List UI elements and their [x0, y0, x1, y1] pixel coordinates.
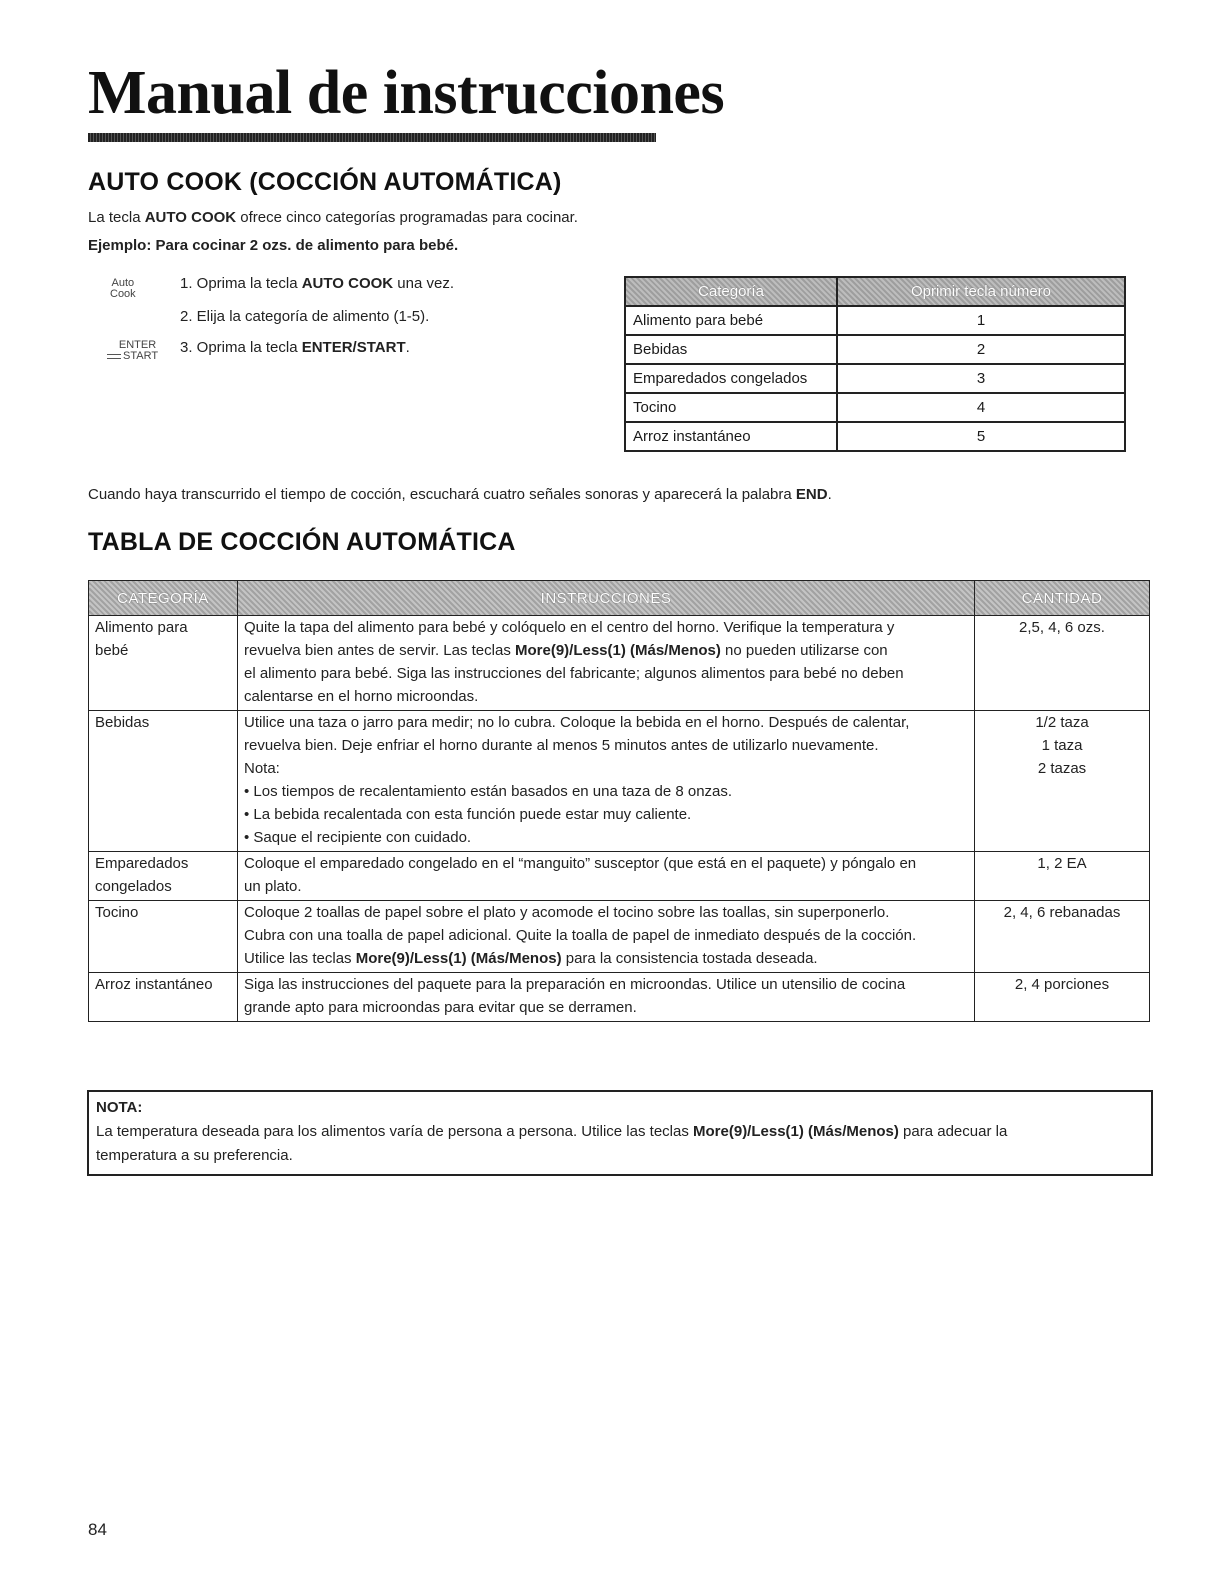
quantity-cell: [975, 973, 1150, 1022]
category-cell-line: congelados: [95, 878, 172, 895]
category-cell: [89, 616, 238, 711]
section-heading-auto-cook: AUTO COOK (COCCIÓN AUTOMÁTICA): [88, 168, 562, 196]
category-cell: Arroz instantáneo: [625, 422, 837, 451]
table-row: [89, 711, 1150, 852]
category-cell-line: Bebidas: [95, 714, 150, 731]
instructions-cell-line: Quite la tapa del alimento para bebé y colóquelo en el centro del horno. Verifique la temperatura y: [244, 619, 895, 636]
table-row: [625, 306, 1125, 335]
category-cell: Tocino: [625, 393, 837, 422]
nota-box: [87, 1090, 1153, 1176]
instructions-cell-line: • Saque el recipiente con cuidado.: [244, 829, 472, 846]
quantity-cell-line: 1, 2 EA: [1037, 855, 1087, 872]
number-cell: 4: [837, 393, 1125, 422]
category-cell: [89, 852, 238, 901]
page-title: Manual de instrucciones: [88, 59, 725, 127]
category-cell: [89, 901, 238, 973]
number-cell: 5: [837, 422, 1125, 451]
instructions-cell-line: grande apto para microondas para evitar que se derramen.: [244, 999, 637, 1016]
instructions-cell: [238, 711, 975, 852]
instructions-cell-line: Utilice una taza o jarro para medir; no lo cubra. Coloque la bebida en el horno. Después de calentar,: [244, 714, 910, 731]
title-rule: [88, 133, 656, 142]
quantity-cell-line: 2, 4 porciones: [1014, 976, 1110, 993]
table-row: [625, 364, 1125, 393]
instructions-cell-line: revuelva bien antes de servir. Las teclas More(9)/Less(1) (Más/Menos) no pueden utilizarse con: [244, 642, 888, 659]
instructions-cell-line: Coloque 2 toallas de papel sobre el plato y acomode el tocino sobre las toallas, sin superponerlo.: [244, 904, 890, 921]
instructions-cell: [238, 616, 975, 711]
header-categoria: CATEGORÍA: [89, 581, 238, 616]
end-note: Cuando haya transcurrido el tiempo de cocción, escuchará cuatro señales sonoras y aparecerá la palabra END.: [88, 486, 832, 503]
number-cell: 1: [837, 306, 1125, 335]
instructions-cell-line: Nota:: [244, 760, 280, 777]
section-heading-tabla: TABLA DE COCCIÓN AUTOMÁTICA: [88, 528, 516, 556]
table-row: [89, 852, 1150, 901]
step-3: 3. Oprima la tecla ENTER/START.: [180, 339, 410, 356]
nota-title: NOTA:: [96, 1099, 143, 1116]
category-cell: [89, 973, 238, 1022]
nota-line-2: temperatura a su preferencia.: [96, 1147, 293, 1164]
auto-cook-table-body: [89, 616, 1150, 1022]
enter-start-key-icon: ENTER START: [107, 340, 158, 362]
quantity-cell-line: 2,5, 4, 6 ozs.: [1019, 619, 1105, 636]
instructions-cell-line: Cubra con una toalla de papel adicional. Quite la toalla de papel de inmediato después de la cocción.: [244, 927, 917, 944]
instructions-cell-line: Coloque el emparedado congelado en el “manguito” susceptor (que está en el paquete) y póngalo en: [244, 855, 917, 872]
header-instrucciones: INSTRUCCIONES: [238, 581, 975, 616]
table-row: [89, 973, 1150, 1022]
instructions-cell-line: un plato.: [244, 878, 302, 895]
instructions-cell-line: • La bebida recalentada con esta función puede estar muy caliente.: [244, 806, 692, 823]
instructions-cell: [238, 901, 975, 973]
category-cell-line: Arroz instantáneo: [95, 976, 213, 993]
instructions-cell-line: Siga las instrucciones del paquete para la preparación en microondas. Utilice un utensilio de cocina: [244, 976, 906, 993]
quantity-cell: [975, 616, 1150, 711]
category-cell-line: Tocino: [95, 904, 139, 921]
number-cell: 3: [837, 364, 1125, 393]
quantity-cell-line: 2 tazas: [1037, 760, 1087, 777]
instructions-cell-line: • Los tiempos de recalentamiento están basados en una taza de 8 onzas.: [244, 783, 733, 800]
auto-cook-table: [88, 580, 1150, 1022]
quantity-cell-line: 2, 4, 6 rebanadas: [1003, 904, 1121, 921]
nota-line-1: La temperatura deseada para los alimentos varía de persona a persona. Utilice las teclas More(9)/Less(1) (Más/Menos) para adecuar la: [96, 1123, 1008, 1140]
quantity-cell: [975, 852, 1150, 901]
category-table: [624, 276, 1126, 452]
quantity-cell: [975, 901, 1150, 973]
instructions-cell: [238, 852, 975, 901]
page-number: 84: [88, 1520, 107, 1539]
category-cell-line: Emparedados: [95, 855, 189, 872]
quantity-cell: [975, 711, 1150, 852]
table-row: [625, 335, 1125, 364]
table-row: [89, 616, 1150, 711]
step-2: 2. Elija la categoría de alimento (1-5).: [180, 308, 430, 325]
table-row: [625, 422, 1125, 451]
number-cell: 2: [837, 335, 1125, 364]
category-header: Categoría: [625, 277, 837, 306]
instructions-cell-line: Utilice las teclas More(9)/Less(1) (Más/Menos) para la consistencia tostada deseada.: [244, 950, 818, 967]
category-cell-line: bebé: [95, 642, 129, 659]
step-1: 1. Oprima la tecla AUTO COOK una vez.: [180, 275, 454, 292]
category-cell: [89, 711, 238, 852]
intro-text: La tecla AUTO COOK ofrece cinco categorías programadas para cocinar.: [88, 209, 578, 226]
instructions-cell-line: el alimento para bebé. Siga las instrucciones del fabricante; algunos alimentos para bebé no deben: [244, 665, 904, 682]
header-cantidad: CANTIDAD: [975, 581, 1150, 616]
quantity-cell-line: 1 taza: [1041, 737, 1083, 754]
category-cell: Emparedados congelados: [625, 364, 837, 393]
instructions-cell-line: calentarse en el horno microondas.: [244, 688, 479, 705]
instructions-cell: [238, 973, 975, 1022]
instructions-cell-line: revuelva bien. Deje enfriar el horno durante al menos 5 minutos antes de utilizarlo nuevamente.: [244, 737, 879, 754]
key-number-header: Oprimir tecla número: [837, 277, 1125, 306]
example-text: Ejemplo: Para cocinar 2 ozs. de alimento para bebé.: [88, 237, 459, 254]
category-cell-line: Alimento para: [95, 619, 188, 636]
quantity-cell-line: 1/2 taza: [1035, 714, 1089, 731]
category-cell: Alimento para bebé: [625, 306, 837, 335]
table-row: [89, 901, 1150, 973]
auto-cook-key-icon: Auto Cook: [110, 277, 136, 300]
category-cell: Bebidas: [625, 335, 837, 364]
table-row: [625, 393, 1125, 422]
